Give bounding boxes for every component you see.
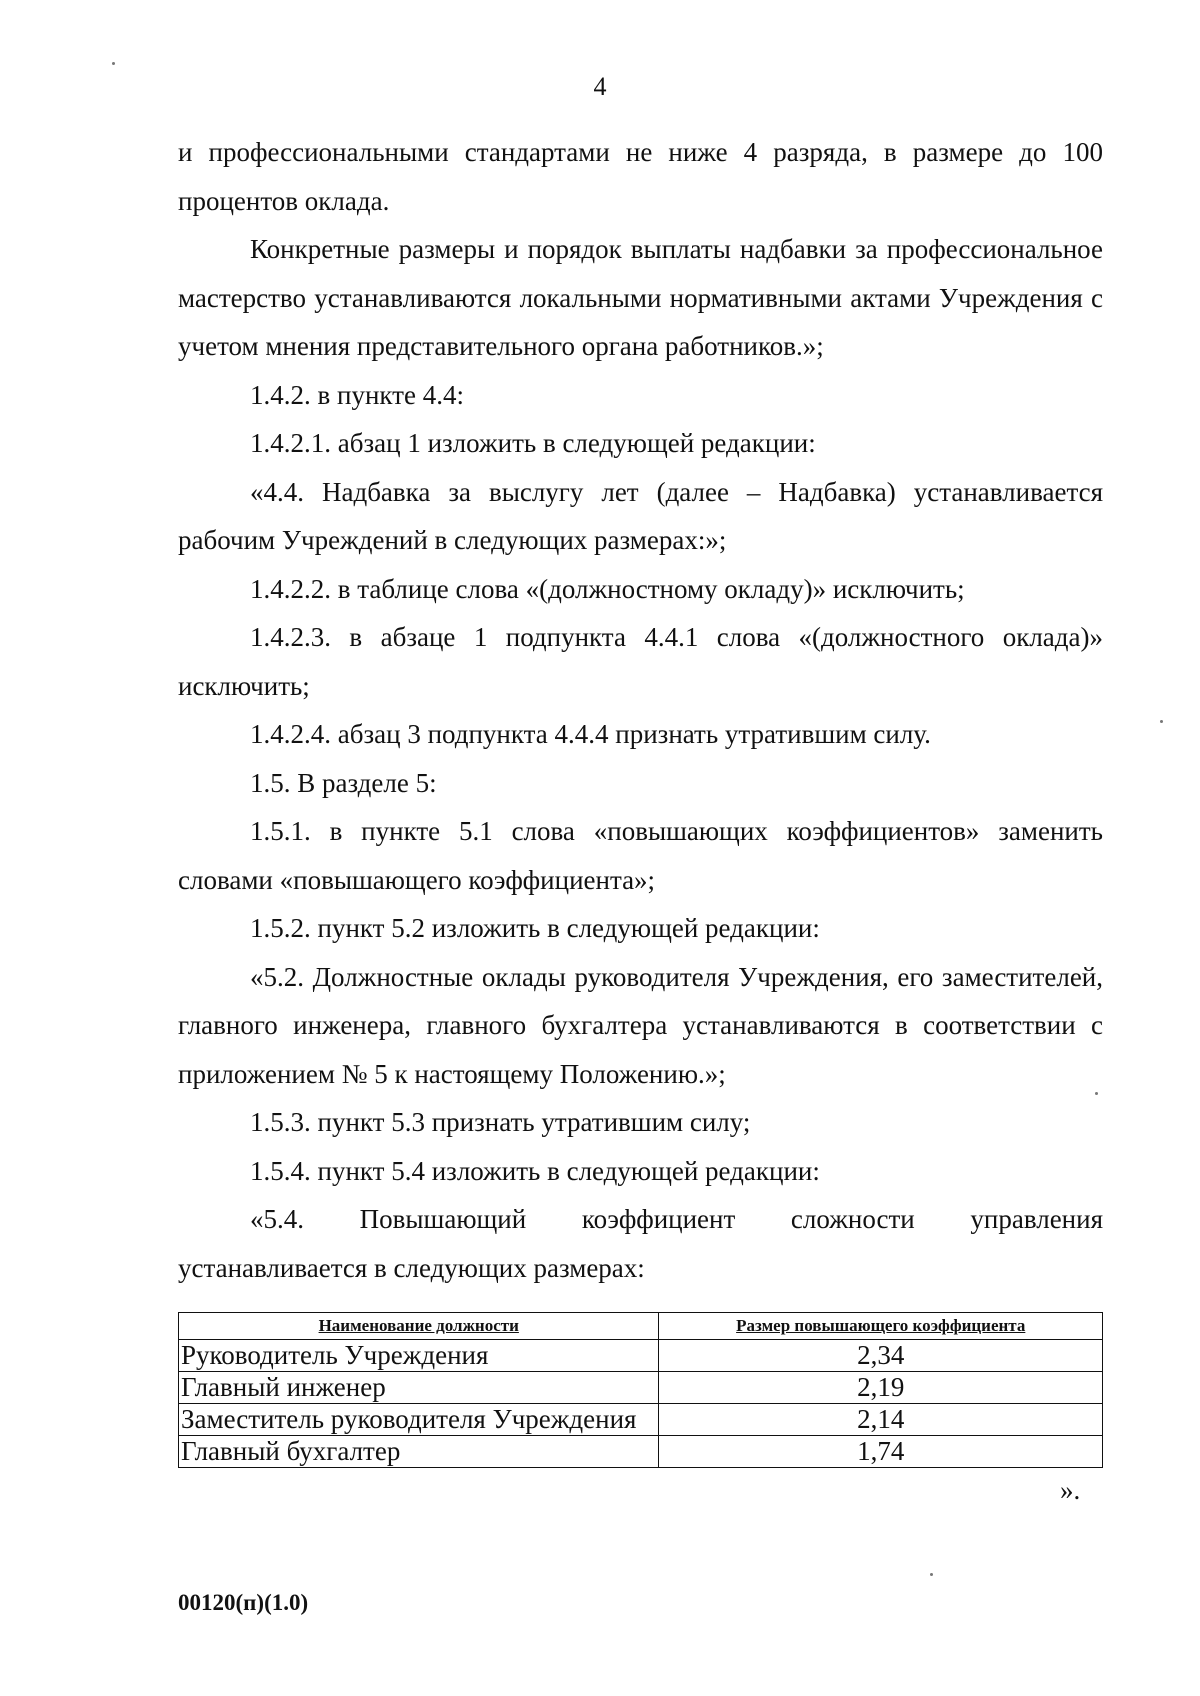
document-code: 00120(п)(1.0) <box>178 1590 309 1615</box>
scan-speck <box>1160 720 1163 723</box>
scan-speck <box>112 62 115 65</box>
paragraph: 1.4.2.3. в абзаце 1 подпункта 4.4.1 слова «(должностного оклада)» исключить; <box>178 622 1103 701</box>
paragraph: «5.4. Повышающий коэффициент сложности управления устанавливается в следующих размерах: <box>178 1204 1103 1283</box>
closing-quote-mark: ». <box>1060 1475 1081 1505</box>
coefficient-cell: 2,19 <box>659 1372 1103 1404</box>
position-cell: Руководитель Учреждения <box>179 1340 659 1372</box>
table-row <box>179 1404 1103 1436</box>
paragraph: 1.4.2. в пункте 4.4: <box>250 379 464 410</box>
paragraph: 1.4.2.1. абзац 1 изложить в следующей редакции: <box>250 428 816 458</box>
table-row <box>179 1372 1103 1404</box>
document-body <box>178 128 1103 1468</box>
position-cell: Главный инженер <box>179 1372 659 1404</box>
table-row <box>179 1340 1103 1372</box>
paragraph: 1.5. В разделе 5: <box>250 767 437 798</box>
coefficient-table <box>178 1312 1103 1468</box>
paragraph: 1.5.2. пункт 5.2 изложить в следующей редакции: <box>250 913 820 943</box>
column-header-coefficient: Размер повышающего коэффициента <box>659 1313 1103 1340</box>
scan-speck <box>1095 1092 1098 1095</box>
page-number: 4 <box>593 72 607 101</box>
paragraph: 1.5.3. пункт 5.3 признать утратившим силу; <box>250 1107 751 1137</box>
paragraph: «5.2. Должностные оклады руководителя Учреждения, его заместителей, главного инженера, главного бухгалтера устанавливаются в соответствии с приложением № 5 к настоящему Положению.»; <box>178 961 1103 1089</box>
paragraph: 1.5.4. пункт 5.4 изложить в следующей редакции: <box>250 1155 820 1186</box>
coefficient-cell: 1,74 <box>659 1436 1103 1468</box>
column-header-position: Наименование должности <box>179 1313 659 1340</box>
position-cell: Заместитель руководителя Учреждения <box>179 1404 659 1436</box>
coefficient-cell: 2,34 <box>659 1340 1103 1372</box>
paragraph: Конкретные размеры и порядок выплаты надбавки за профессиональное мастерство устанавливаются локальными нормативными актами Учреждения с учетом мнения представительного органа работников.»; <box>178 234 1103 361</box>
paragraph: 1.4.2.2. в таблице слова «(должностному окладу)» исключить; <box>250 573 965 604</box>
coefficient-cell: 2,14 <box>659 1404 1103 1436</box>
table-header-row <box>179 1313 1103 1340</box>
table-row <box>179 1436 1103 1468</box>
paragraph: 1.5.1. в пункте 5.1 слова «повышающих коэффициентов» заменить словами «повышающего коэффициента»; <box>178 816 1103 895</box>
paragraph: 1.4.2.4. абзац 3 подпункта 4.4.4 признать утратившим силу. <box>250 719 931 749</box>
scan-speck <box>930 1573 933 1576</box>
position-cell: Главный бухгалтер <box>179 1436 659 1468</box>
paragraph: «4.4. Надбавка за выслугу лет (далее – Надбавка) устанавливается рабочим Учреждений в следующих размерах:»; <box>178 476 1103 555</box>
paragraph: и профессиональными стандартами не ниже 4 разряда, в размере до 100 процентов оклада. <box>178 137 1103 216</box>
